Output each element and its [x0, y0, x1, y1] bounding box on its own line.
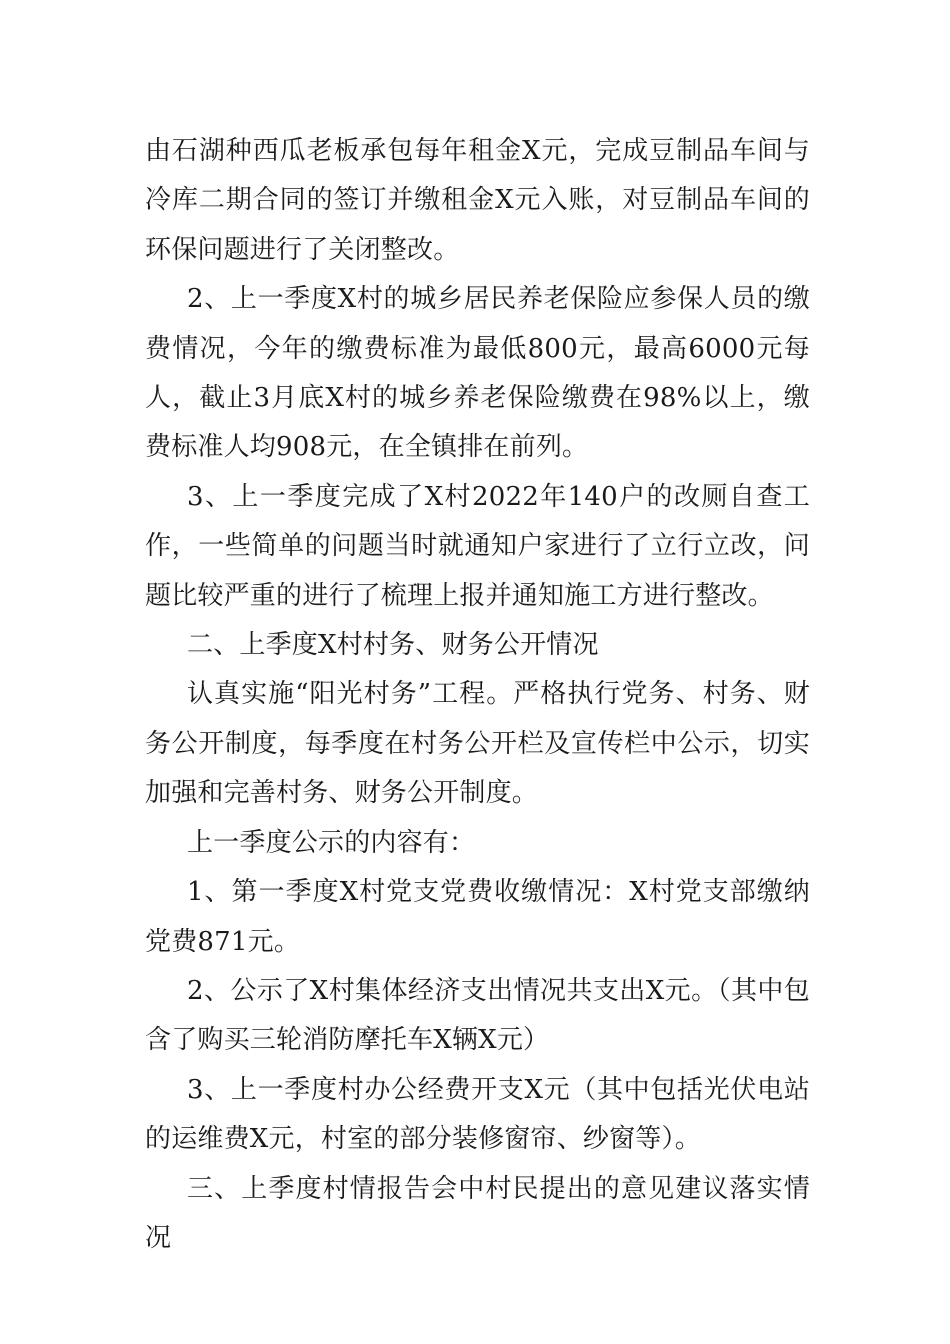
paragraph: 由石湖种西瓜老板承包每年租金X元，完成豆制品车间与冷库二期合同的签订并缴租金X元入账，对豆制品车间的环保问题进行了关闭整改。 [145, 136, 810, 265]
section-heading: 二、上季度X村村务、财务公开情况 [187, 630, 599, 661]
list-item: 2、公示了X村集体经济支出情况共支出X元。（其中包含了购买三轮消防摩托车X辆X元） [145, 975, 810, 1056]
document-body [145, 127, 810, 1263]
section-heading: 三、上季度村情报告会中村民提出的意见建议落实情况 [145, 1173, 810, 1253]
paragraph: 上一季度公示的内容有： [187, 827, 476, 858]
list-item: 3、上一季度村办公经费开支X元（其中包括光伏电站的运维费X元，村室的部分装修窗帘、纱窗等）。 [145, 1074, 810, 1155]
list-item: 1、第一季度X村党支党费收缴情况：X村党支部缴纳党费871元。 [145, 877, 810, 957]
paragraph: 3、上一季度完成了X村2022年140户的改厕自查工作，一些简单的问题当时就通知户家进行了立行立改，问题比较严重的进行了梳理上报并通知施工方进行整改。 [145, 481, 810, 611]
paragraph: 2、上一季度X村的城乡居民养老保险应参保人员的缴费情况，今年的缴费标准为最低800元，最高6000元每人，截止3月底X村的城乡养老保险缴费在98%以上，缴费标准人均908元，在全镇排在前列。 [145, 284, 810, 463]
paragraph: 认真实施“阳光村务”工程。严格执行党务、村务、财务公开制度，每季度在村务公开栏及宣传栏中公示，切实加强和完善村务、财务公开制度。 [145, 679, 810, 809]
